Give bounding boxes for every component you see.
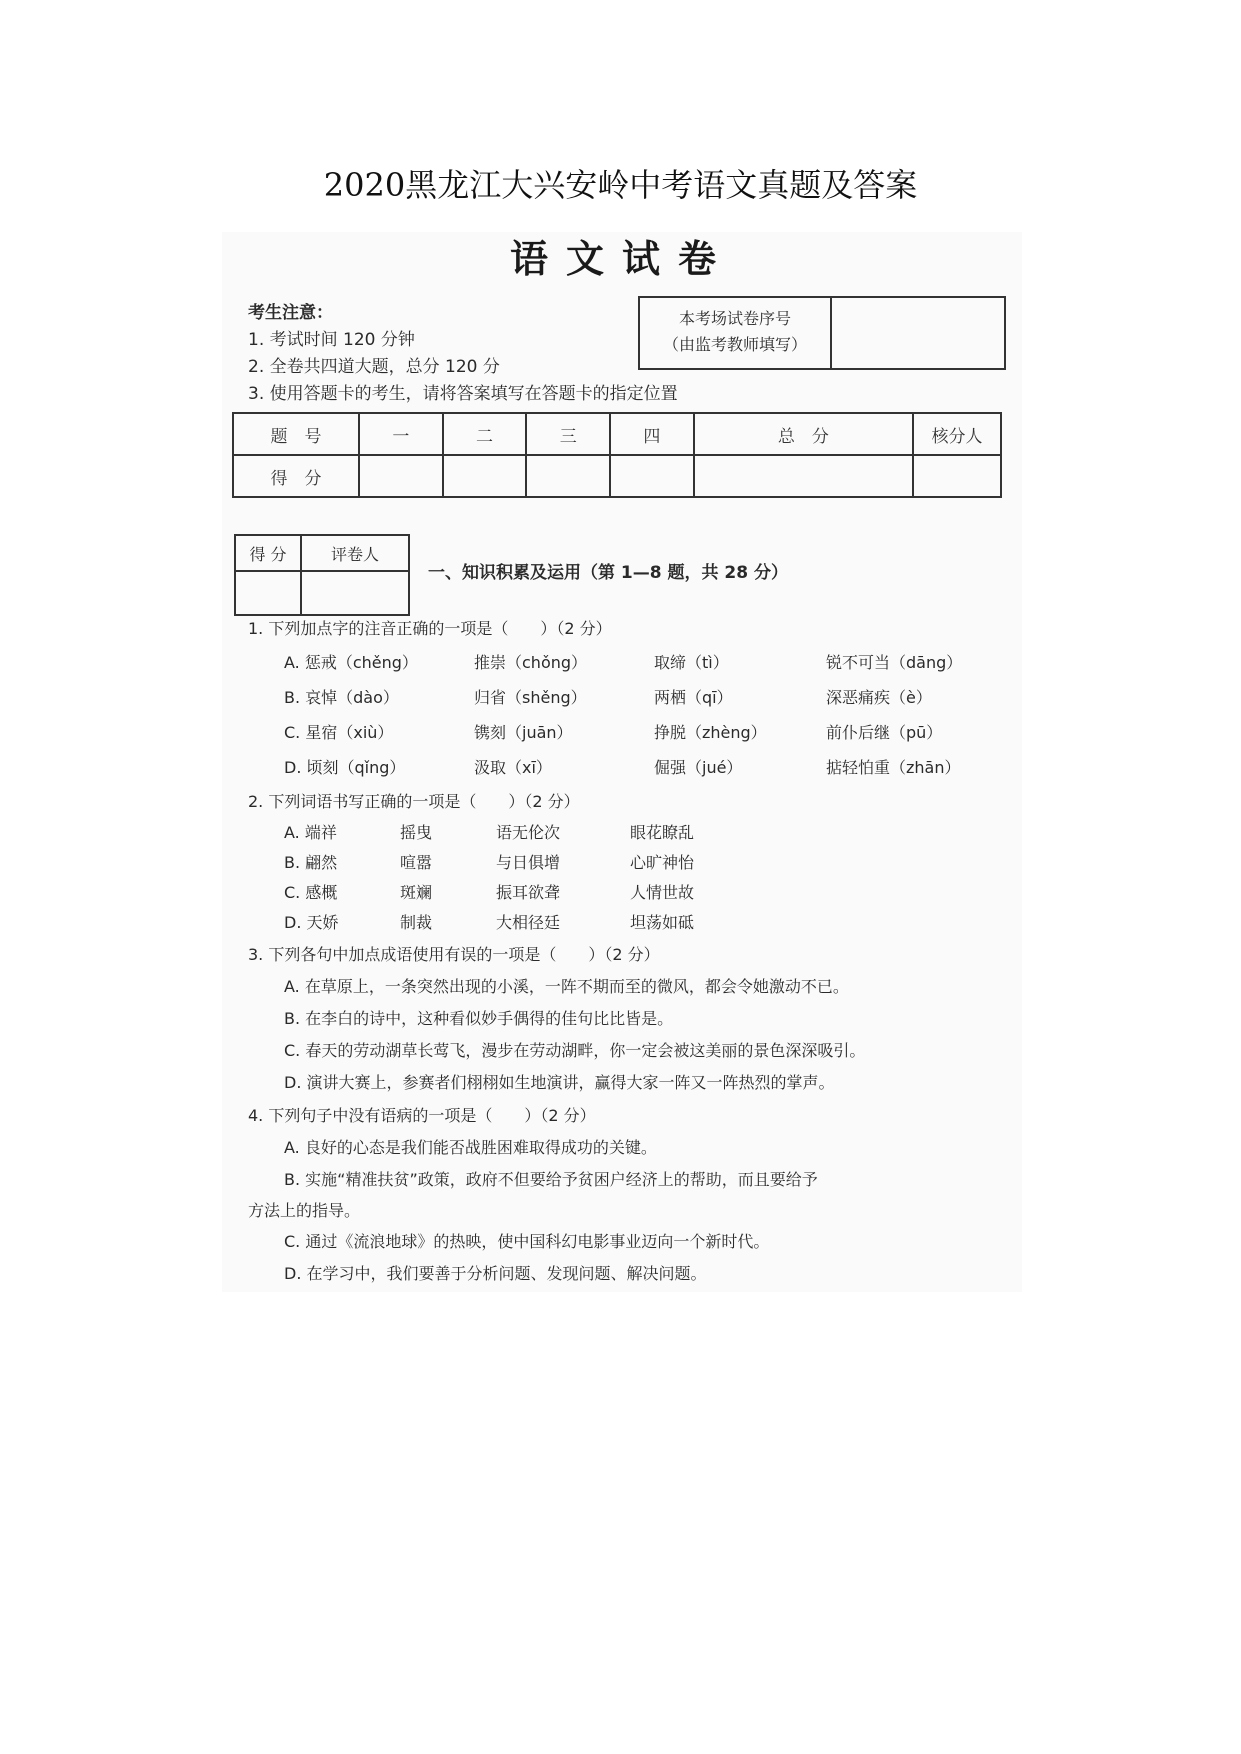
serial-label [640, 298, 832, 368]
option-cell: 制裁 [400, 913, 433, 932]
document-title: 2020黑龙江大兴安岭中考语文真题及答案 [323, 166, 918, 204]
question-4-option: B. 实施“精准扶贫”政策，政府不但要给予贫困户经济上的帮助，而且要给予 [284, 1170, 818, 1189]
serial-fill-cell [832, 298, 1004, 368]
option-cell: 锐不可当（dāng） [826, 653, 963, 672]
question-3-option: C. 春天的劳动湖草长莺飞，漫步在劳动湖畔，你一定会被这美丽的景色深深吸引。 [284, 1041, 866, 1060]
question-2-stem: 2. 下列词语书写正确的一项是（ ）（2 分） [248, 792, 580, 811]
option-cell: 深恶痛疾（è） [826, 688, 932, 707]
question-3-stem: 3. 下列各句中加点成语使用有误的一项是（ ）（2 分） [248, 945, 660, 964]
question-1-option [248, 645, 1008, 680]
question-3-option: D. 演讲大赛上，参赛者们栩栩如生地演讲，赢得大家一阵又一阵热烈的掌声。 [284, 1073, 835, 1092]
score-table [232, 412, 1002, 498]
header-cell: 题 号 [233, 413, 359, 455]
option-cell: 掂轻怕重（zhān） [826, 758, 961, 777]
question-2-option [248, 908, 1008, 938]
question-1-option [248, 715, 1008, 750]
score-cell [526, 455, 610, 497]
option-cell: 汲取（xī） [474, 758, 552, 777]
option-cell: 摇曳 [400, 823, 433, 842]
exam-notice [248, 300, 678, 408]
grader-table [234, 534, 410, 616]
option-cell: 取缔（tì） [654, 653, 729, 672]
notice-item: 2. 全卷共四道大题，总分 120 分 [248, 357, 500, 377]
score-cell [443, 455, 527, 497]
option-cell: 与日俱增 [496, 853, 561, 872]
score-cell [359, 455, 443, 497]
option-cell: 两栖（qī） [654, 688, 733, 707]
option-cell: B. 翩然 [284, 853, 338, 872]
option-cell: 镌刻（juān） [474, 723, 573, 742]
option-cell: 人情世故 [630, 883, 695, 902]
option-cell: C. 星宿（xiù） [284, 723, 394, 742]
score-table-header [233, 413, 1001, 455]
question-1-option [248, 750, 1008, 785]
question-1-option [248, 680, 1008, 715]
serial-number-box [638, 296, 1006, 370]
option-cell: C. 感概 [284, 883, 338, 902]
option-cell: 归省（shěng） [474, 688, 587, 707]
question-3-option: B. 在李白的诗中，这种看似妙手偶得的佳句比比皆是。 [284, 1009, 674, 1028]
grader-score-cell [235, 571, 301, 615]
option-cell: 推崇（chǒng） [474, 653, 588, 672]
question-4-option: C. 通过《流浪地球》的热映，使中国科幻电影事业迈向一个新时代。 [284, 1232, 770, 1251]
option-cell: 斑斓 [400, 883, 433, 902]
paper-title: 语文试卷 [509, 236, 734, 281]
notice-heading: 考生注意： [248, 303, 333, 323]
header-cell: 总 分 [694, 413, 913, 455]
serial-label-line2: （由监考教师填写） [662, 335, 807, 354]
question-2-option [248, 818, 1008, 848]
question-2-option [248, 848, 1008, 878]
option-cell: 心旷神怡 [630, 853, 695, 872]
row-label: 得 分 [233, 455, 359, 497]
question-4-option: D. 在学习中，我们要善于分析问题、发现问题、解决问题。 [284, 1264, 707, 1283]
option-cell: 喧嚣 [400, 853, 433, 872]
score-table-row [233, 455, 1001, 497]
option-cell: A. 端祥 [284, 823, 337, 842]
grader-name-label: 评卷人 [301, 535, 409, 571]
option-cell: 眼花瞭乱 [630, 823, 695, 842]
question-4-stem: 4. 下列句子中没有语病的一项是（ ）（2 分） [248, 1106, 596, 1125]
header-cell: 核分人 [913, 413, 1001, 455]
score-cell [610, 455, 694, 497]
option-cell: 坦荡如砥 [630, 913, 695, 932]
header-cell: 二 [443, 413, 527, 455]
notice-item: 1. 考试时间 120 分钟 [248, 330, 415, 350]
header-cell: 一 [359, 413, 443, 455]
option-cell: 挣脱（zhèng） [654, 723, 767, 742]
notice-item: 3. 使用答题卡的考生，请将答案填写在答题卡的指定位置 [248, 384, 678, 404]
option-cell: 语无伦次 [496, 823, 561, 842]
option-cell: 振耳欲聋 [496, 883, 561, 902]
grader-score-label: 得 分 [235, 535, 301, 571]
score-cell [694, 455, 913, 497]
serial-label-line1: 本考场试卷序号 [678, 309, 791, 328]
option-cell: D. 天娇 [284, 913, 339, 932]
grader-name-cell [301, 571, 409, 615]
option-cell: 大相径廷 [496, 913, 561, 932]
score-cell [913, 455, 1001, 497]
section-heading: 一、知识积累及运用（第 1—8 题，共 28 分） [428, 563, 788, 583]
question-4-option: A. 良好的心态是我们能否战胜困难取得成功的关键。 [284, 1138, 657, 1157]
question-1-stem: 1. 下列加点字的注音正确的一项是（ ）（2 分） [248, 619, 612, 638]
question-list [248, 612, 1008, 1290]
option-cell: 前仆后继（pū） [826, 723, 943, 742]
header-cell: 三 [526, 413, 610, 455]
question-3-option: A. 在草原上，一条突然出现的小溪，一阵不期而至的微风，都会令她激动不已。 [284, 977, 849, 996]
option-cell: 倔强（jué） [654, 758, 743, 777]
question-4-option-continued: 方法上的指导。 [248, 1201, 361, 1220]
option-cell: A. 惩戒（chěng） [284, 653, 418, 672]
option-cell: D. 顷刻（qǐng） [284, 758, 406, 777]
option-cell: B. 哀悼（dào） [284, 688, 399, 707]
question-2-option [248, 878, 1008, 908]
header-cell: 四 [610, 413, 694, 455]
